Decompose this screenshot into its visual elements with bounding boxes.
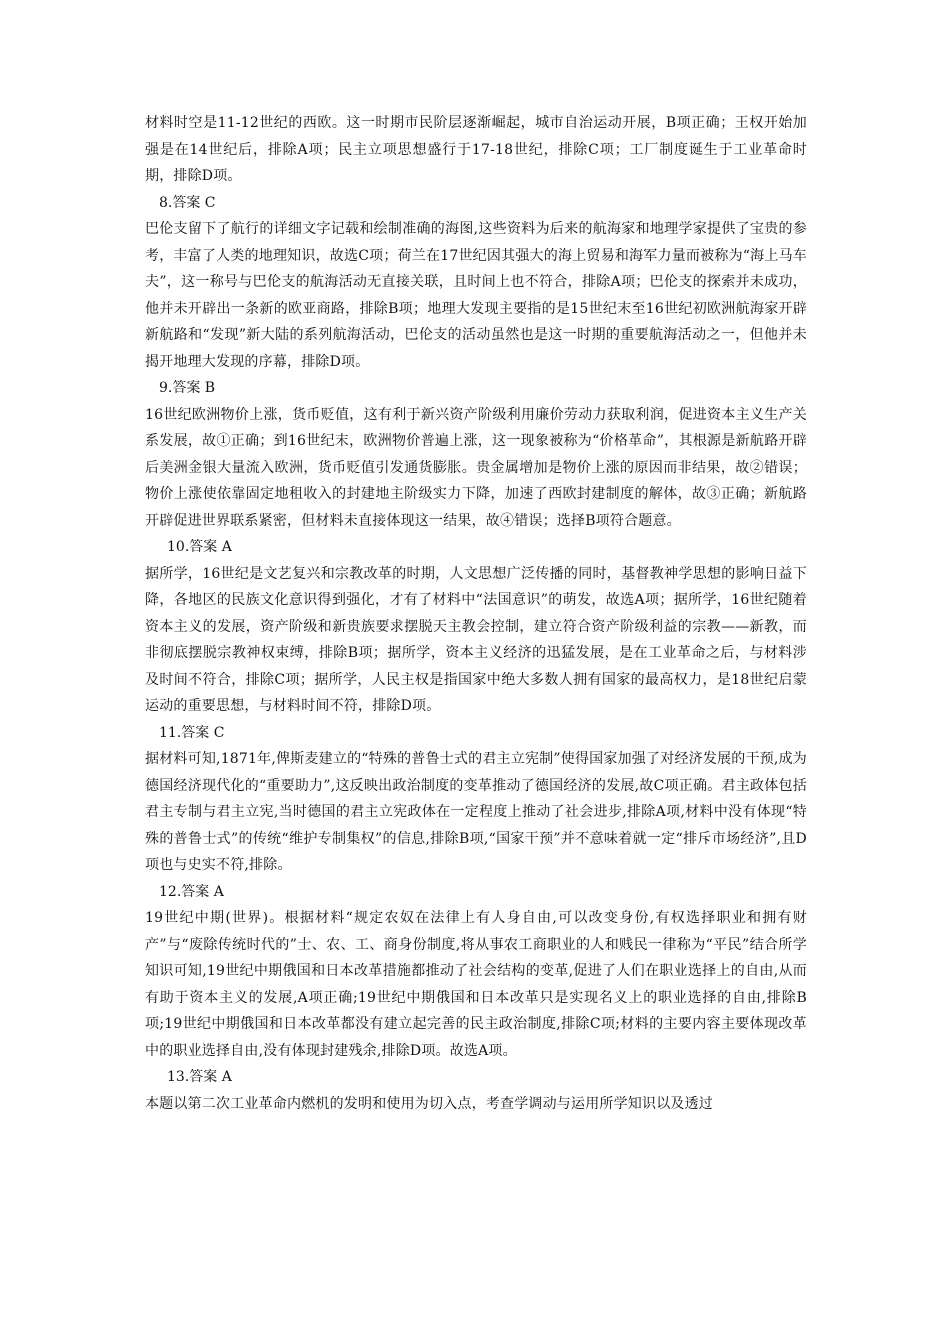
explanation-paragraph: 巴伦支留下了航行的详细文字记载和绘制准确的海图,这些资料为后来的航海家和地理学家提供了宝贵的参考，丰富了人类的地理知识，故选C项；荷兰在17世纪因其强大的海上贸易和海军力量而被称为“海上马车夫”，这一称号与巴伦支的航海活动无直接关联，且时间上也不符合，排除A项；巴伦支的探索并未成功，他并未开辟出一条新的欧亚商路，排除B项；地理大发现主要指的是15世纪末至16世纪初欧洲航海家开辟新航路和“发现”新大陆的系列航海活动，巴伦支的活动虽然也是这一时期的重要航海活动之一，但他并未揭开地理大发现的序幕，排除D项。: [145, 221, 807, 370]
answer-heading: 12.答案 A: [159, 883, 224, 900]
answer-explanations: [145, 110, 807, 1117]
answer-heading: 11.答案 C: [159, 724, 225, 741]
explanation-paragraph: 本题以第二次工业革命内燃机的发明和使用为切入点，考查学调动与运用所学知识以及透过: [145, 1095, 713, 1112]
answer-heading: 10.答案 A: [167, 539, 232, 555]
explanation-paragraph: 据材料可知,1871年,俾斯麦建立的“特殊的普鲁士式的君主立宪制”使得国家加强了对经济发展的干预,成为德国经济现代化的“重要助力”,这反映出政治制度的变革推动了德国经济的发展,故C项正确。君主政体包括君主专制与君主立宪,当时德国的君主立宪政体在一定程度上推动了社会进步,排除A项,材料中没有体现“特殊的普鲁士式”的传统“维护专制集权”的信息,排除B项,“国家干预”并不意味着就一定“排斥市场经济”,且D项也与史实不符,排除。: [145, 751, 807, 873]
explanation-paragraph: 材料时空是11-12世纪的西欧。这一时期市民阶层逐渐崛起，城市自治运动开展，B项正确；王权开始加强是在14世纪后，排除A项；民主立项思想盛行于17-18世纪，排除C项；工厂制度诞生于工业革命时期，排除D项。: [145, 115, 807, 184]
explanation-paragraph: 据所学，16世纪是文艺复兴和宗教改革的时期，人文思想广泛传播的同时，基督教神学思想的影响日益下降，各地区的民族文化意识得到强化，才有了材料中“法国意识”的萌发，故选A项；据所学，16世纪随着资本主义的发展，资产阶级和新贵族要求摆脱天主教会控制，建立符合资产阶级利益的宗教——新教，而非彻底摆脱宗教神权束缚，排除B项；据所学，资本主义经济的迅猛发展，是在工业革命之后，与材料涉及时间不符合，排除C项；据所学，人民主权是指国家中绝大多数人拥有国家的最高权力，是18世纪启蒙运动的重要思想，与材料时间不符，排除D项。: [145, 565, 807, 714]
answer-heading: 13.答案 A: [167, 1069, 232, 1085]
explanation-paragraph: 16世纪欧洲物价上涨，货币贬值，这有利于新兴资产阶级利用廉价劳动力获取利润，促进资本主义生产关系发展，故①正确；到16世纪末，欧洲物价普遍上涨，这一现象被称为“价格革命”，其根源是新航路开辟后美洲金银大量流入欧洲，货币贬值引发通货膨胀。贵金属增加是物价上涨的原因而非结果，故②错误；物价上涨使依靠固定地租收入的封建地主阶级实力下降，加速了西欧封建制度的解体，故③正确；新航路开辟促进世界联系紧密，但材料未直接体现这一结果，故④错误；选择B项符合题意。: [145, 406, 807, 529]
answer-heading: 9.答案 B: [159, 380, 216, 396]
answer-heading: 8.答案 C: [159, 194, 216, 211]
explanation-paragraph: 19世纪中期(世界)。根据材料“规定农奴在法律上有人身自由,可以改变身份,有权选择职业和拥有财产”与“废除传统时代的”士、农、工、商身份制度,将从事农工商职业的人和贱民一律称为“平民”结合所学知识可知,19世纪中期俄国和日本改革措施都推动了社会结构的变革,促进了人们在职业选择上的自由,从而有助于资本主义的发展,A项正确;19世纪中期俄国和日本改革只是实现名义上的职业选择的自由,排除B项;19世纪中期俄国和日本改革都没有建立起完善的民主政治制度,排除C项;材料的主要内容主要体现改革中的职业选择自由,没有体现封建残余,排除D项。故选A项。: [145, 910, 807, 1059]
